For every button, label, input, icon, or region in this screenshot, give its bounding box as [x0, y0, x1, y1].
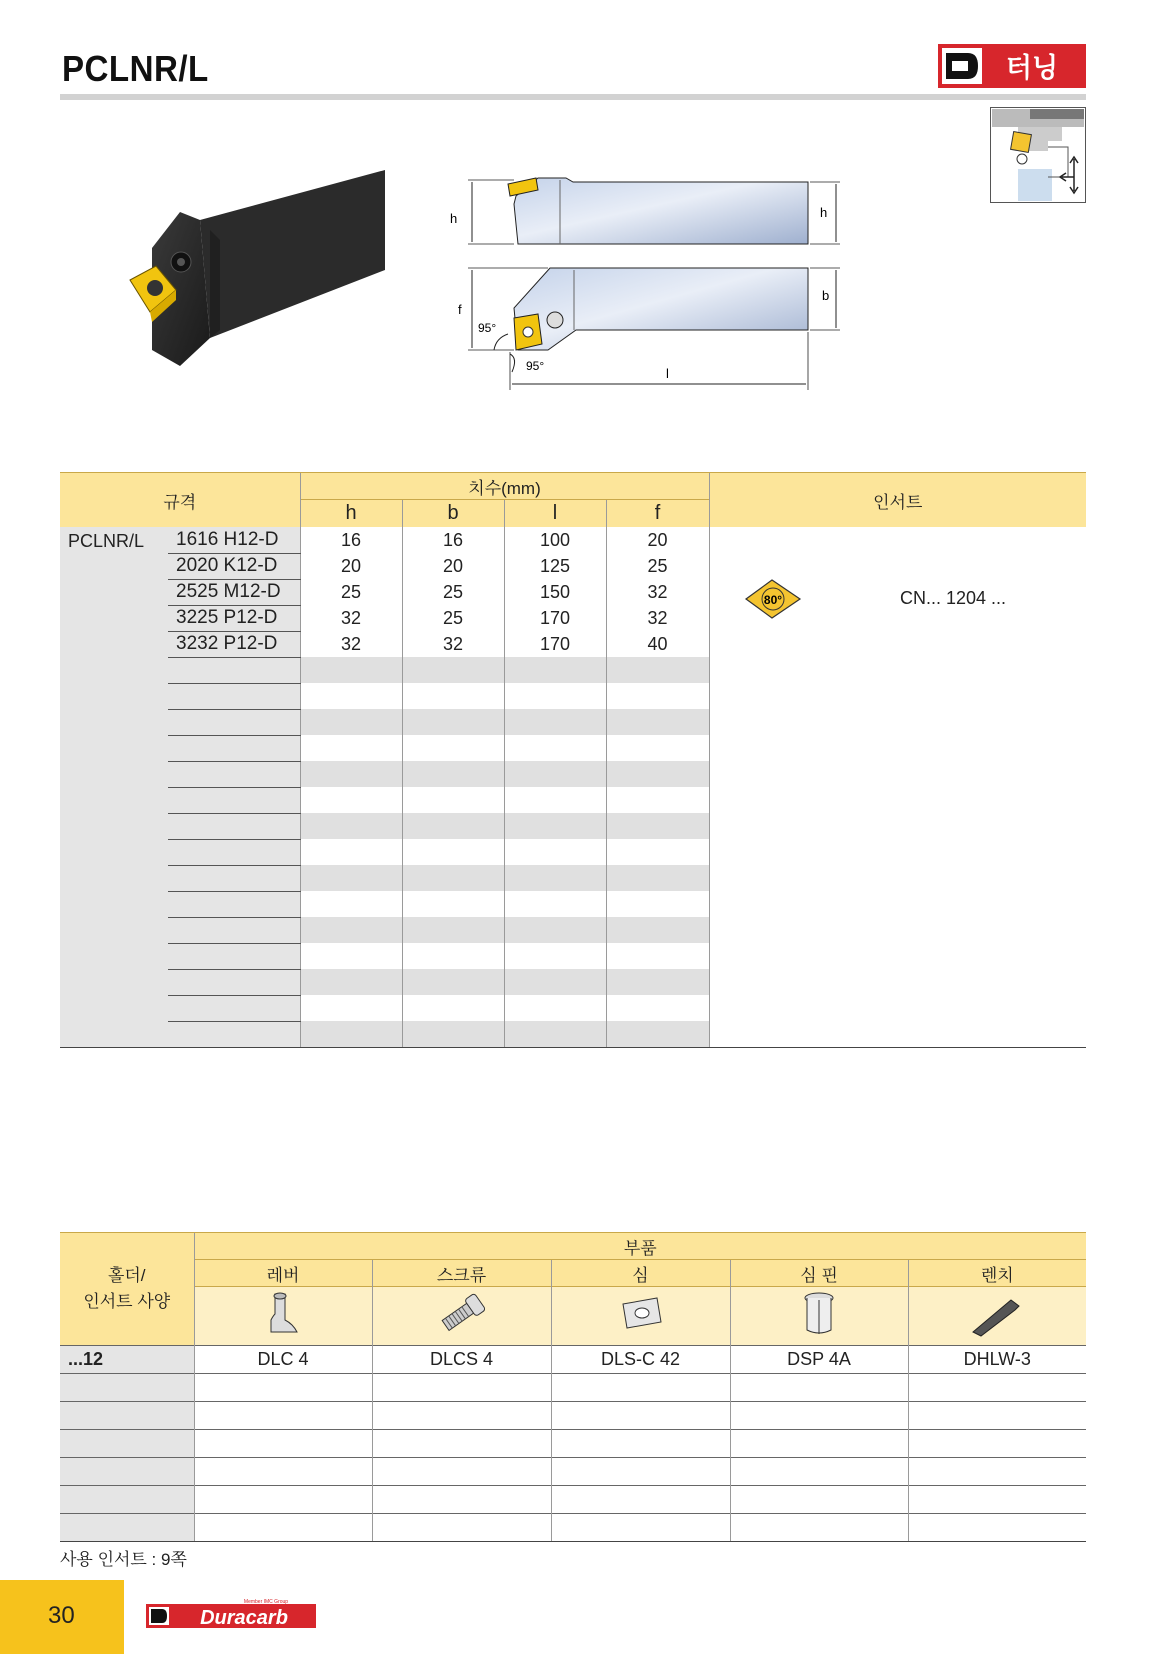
- shim-pin-icon: [730, 1287, 908, 1346]
- part-cell: [908, 1402, 1086, 1430]
- dim-b-cell: [402, 943, 504, 969]
- parts-row: [60, 1402, 1086, 1430]
- dim-f-cell: [606, 917, 709, 943]
- designation: [168, 943, 300, 969]
- parts-row: [60, 1514, 1086, 1542]
- dim-b-cell: 25: [402, 579, 504, 605]
- part-lever: DLC 4: [194, 1346, 372, 1374]
- part-cell: [908, 1430, 1086, 1458]
- dim-b-cell: [402, 709, 504, 735]
- designation: [168, 839, 300, 865]
- part-shim: DLS-C 42: [551, 1346, 730, 1374]
- dim-h-right: h: [820, 205, 828, 220]
- part-cell: [372, 1458, 551, 1486]
- dim-h-cell: [300, 761, 402, 787]
- dim-l-cell: [504, 813, 606, 839]
- dim-f: f: [458, 302, 462, 317]
- dim-col-b: b: [402, 500, 504, 528]
- insert-angle: 80°: [763, 593, 783, 607]
- dim-b-cell: [402, 891, 504, 917]
- part-cell: [372, 1374, 551, 1402]
- dim-f-cell: [606, 839, 709, 865]
- dim-f-cell: [606, 683, 709, 709]
- page-number: 30: [48, 1602, 75, 1629]
- part-cell: [194, 1402, 372, 1430]
- designation: [168, 761, 300, 787]
- designation: 2525 M12-D: [168, 579, 300, 605]
- dim-f-cell: [606, 995, 709, 1021]
- designation: [168, 735, 300, 761]
- dim-f-cell: 20: [606, 527, 709, 553]
- part-cell: [908, 1514, 1086, 1542]
- parts-row: [60, 1430, 1086, 1458]
- dim-b-cell: [402, 761, 504, 787]
- dim-l-cell: [504, 657, 606, 683]
- header-dims: 치수(mm): [300, 473, 709, 500]
- dim-b-cell: 25: [402, 605, 504, 631]
- dim-l-cell: [504, 839, 606, 865]
- part-screw: DLCS 4: [372, 1346, 551, 1374]
- col-shim-pin: 심 핀: [730, 1260, 908, 1287]
- part-cell: [551, 1458, 730, 1486]
- designation: 1616 H12-D: [168, 527, 300, 553]
- part-cell: [730, 1430, 908, 1458]
- designation: [168, 657, 300, 683]
- part-cell: [730, 1402, 908, 1430]
- row-label: [60, 1458, 194, 1486]
- dim-f-cell: [606, 761, 709, 787]
- designation: 2020 K12-D: [168, 553, 300, 579]
- dim-b-cell: [402, 995, 504, 1021]
- dim-f-cell: [606, 891, 709, 917]
- dim-l-cell: [504, 891, 606, 917]
- dim-l-cell: 125: [504, 553, 606, 579]
- dim-h-cell: [300, 657, 402, 683]
- footer-tagline: Member IMC Group: [243, 1599, 289, 1605]
- part-cell: [372, 1514, 551, 1542]
- tool-holder-photo: [110, 170, 410, 390]
- part-cell: [908, 1486, 1086, 1514]
- dim-f-cell: [606, 787, 709, 813]
- dim-l-cell: [504, 917, 606, 943]
- row-label: ...12: [60, 1346, 194, 1374]
- dim-f-cell: [606, 969, 709, 995]
- parts-row: [60, 1458, 1086, 1486]
- dim-col-l: l: [504, 500, 606, 528]
- dim-h-cell: [300, 1021, 402, 1048]
- dim-b-cell: 16: [402, 527, 504, 553]
- dim-l-cell: 100: [504, 527, 606, 553]
- designation: 3232 P12-D: [168, 631, 300, 657]
- col-wrench: 렌치: [908, 1260, 1086, 1287]
- dim-l-cell: [504, 865, 606, 891]
- header-holder-spec: 인서트 사양: [83, 1292, 171, 1311]
- header-parts: 부품: [194, 1233, 1086, 1260]
- parts-row: [60, 1486, 1086, 1514]
- designation: 3225 P12-D: [168, 605, 300, 631]
- insert-code: CN... 1204 ...: [900, 588, 1007, 608]
- dim-l-cell: [504, 969, 606, 995]
- dim-b-cell: 32: [402, 631, 504, 657]
- designation: [168, 1021, 300, 1048]
- part-cell: [551, 1486, 730, 1514]
- row-label: [60, 1430, 194, 1458]
- dim-l-cell: [504, 683, 606, 709]
- header-insert: 인서트: [709, 473, 1086, 528]
- designation: [168, 917, 300, 943]
- dim-f-cell: [606, 813, 709, 839]
- dim-f-cell: 25: [606, 553, 709, 579]
- spec-row: [60, 527, 1086, 553]
- dim-b-cell: [402, 1021, 504, 1048]
- turning-logo: [938, 44, 1086, 88]
- designation: [168, 995, 300, 1021]
- dim-l-cell: [504, 943, 606, 969]
- operation-icon: [990, 107, 1086, 203]
- dim-h-cell: [300, 943, 402, 969]
- col-lever: 레버: [194, 1260, 372, 1287]
- dim-f-cell: [606, 865, 709, 891]
- dim-l-cell: 150: [504, 579, 606, 605]
- insert-80-degree-icon: [744, 578, 802, 620]
- part-cell: [730, 1514, 908, 1542]
- row-label: [60, 1486, 194, 1514]
- shim-icon: [551, 1287, 730, 1346]
- footer-brand: Duracarb: [200, 1607, 288, 1629]
- dim-h-cell: 20: [300, 553, 402, 579]
- dim-l-cell: [504, 1021, 606, 1048]
- part-cell: [194, 1430, 372, 1458]
- dim-f-cell: [606, 709, 709, 735]
- part-cell: [551, 1514, 730, 1542]
- part-cell: [372, 1402, 551, 1430]
- dim-f-cell: [606, 943, 709, 969]
- row-label: [60, 1374, 194, 1402]
- spec-table: [60, 472, 1086, 1048]
- parts-row: [60, 1374, 1086, 1402]
- dim-f-cell: [606, 657, 709, 683]
- dim-f-cell: 40: [606, 631, 709, 657]
- dim-h-cell: [300, 813, 402, 839]
- row-label: [60, 1402, 194, 1430]
- dim-h-cell: [300, 995, 402, 1021]
- lever-icon: [194, 1287, 372, 1346]
- dim-l: l: [666, 366, 669, 381]
- dim-h-cell: [300, 787, 402, 813]
- designation: [168, 891, 300, 917]
- dim-l-cell: [504, 735, 606, 761]
- dim-h-cell: [300, 969, 402, 995]
- part-cell: [194, 1458, 372, 1486]
- dim-h-cell: [300, 839, 402, 865]
- dim-l-cell: [504, 761, 606, 787]
- page-title: PCLNR/L: [62, 48, 209, 89]
- col-shim: 심: [551, 1260, 730, 1287]
- dim-h-cell: [300, 683, 402, 709]
- dim-b-cell: [402, 917, 504, 943]
- dim-f-cell: [606, 1021, 709, 1048]
- dim-h-cell: 32: [300, 631, 402, 657]
- header-holder: 홀더/: [107, 1266, 146, 1285]
- dim-b-cell: [402, 787, 504, 813]
- part-cell: [194, 1486, 372, 1514]
- dim-f-cell: [606, 735, 709, 761]
- dim-h-cell: [300, 917, 402, 943]
- dim-b-cell: [402, 813, 504, 839]
- part-cell: [372, 1486, 551, 1514]
- dim-b-cell: [402, 969, 504, 995]
- part-cell: [551, 1374, 730, 1402]
- part-cell: [194, 1514, 372, 1542]
- screw-icon: [372, 1287, 551, 1346]
- insert-note: 사용 인서트 : 9쪽: [60, 1550, 187, 1569]
- dim-col-f: f: [606, 500, 709, 528]
- dim-l-cell: [504, 787, 606, 813]
- dim-h-cell: 32: [300, 605, 402, 631]
- dim-f-cell: 32: [606, 579, 709, 605]
- part-cell: [730, 1486, 908, 1514]
- designation: [168, 865, 300, 891]
- dim-f-cell: 32: [606, 605, 709, 631]
- part-cell: [551, 1430, 730, 1458]
- designation: [168, 683, 300, 709]
- dim-h-cell: [300, 709, 402, 735]
- dim-h-cell: 16: [300, 527, 402, 553]
- parts-table: [60, 1232, 1086, 1542]
- dim-b-cell: [402, 683, 504, 709]
- logo-text: 터닝: [1005, 53, 1059, 84]
- part-cell: [730, 1374, 908, 1402]
- designation: [168, 813, 300, 839]
- dim-b-cell: 20: [402, 553, 504, 579]
- series-name: PCLNR/L: [60, 527, 168, 1048]
- dim-l-cell: 170: [504, 631, 606, 657]
- part-cell: [194, 1374, 372, 1402]
- dim-l-cell: 170: [504, 605, 606, 631]
- dimension-drawing: [450, 168, 892, 414]
- dim-b-cell: [402, 657, 504, 683]
- dim-b: b: [822, 288, 830, 303]
- dim-h-left: h: [450, 211, 458, 226]
- dim-b-cell: [402, 865, 504, 891]
- dim-l-cell: [504, 709, 606, 735]
- dim-b-cell: [402, 735, 504, 761]
- part-cell: [551, 1402, 730, 1430]
- dim-l-cell: [504, 995, 606, 1021]
- dim-h-cell: [300, 891, 402, 917]
- header-spec: 규격: [60, 473, 300, 528]
- angle-label-1: 95°: [478, 321, 497, 335]
- designation: [168, 969, 300, 995]
- dim-h-cell: 25: [300, 579, 402, 605]
- designation: [168, 709, 300, 735]
- wrench-icon: [908, 1287, 1086, 1346]
- dim-h-cell: [300, 735, 402, 761]
- col-screw: 스크류: [372, 1260, 551, 1287]
- part-cell: [372, 1430, 551, 1458]
- duracarb-logo: [146, 1598, 316, 1630]
- part-cell: [908, 1374, 1086, 1402]
- row-label: [60, 1514, 194, 1542]
- part-wrench: DHLW-3: [908, 1346, 1086, 1374]
- dim-b-cell: [402, 839, 504, 865]
- designation: [168, 787, 300, 813]
- part-shim-pin: DSP 4A: [730, 1346, 908, 1374]
- part-cell: [908, 1458, 1086, 1486]
- angle-label-2: 95°: [526, 359, 545, 373]
- dim-h-cell: [300, 865, 402, 891]
- dim-col-h: h: [300, 500, 402, 528]
- title-rule: [60, 94, 1086, 100]
- part-cell: [730, 1458, 908, 1486]
